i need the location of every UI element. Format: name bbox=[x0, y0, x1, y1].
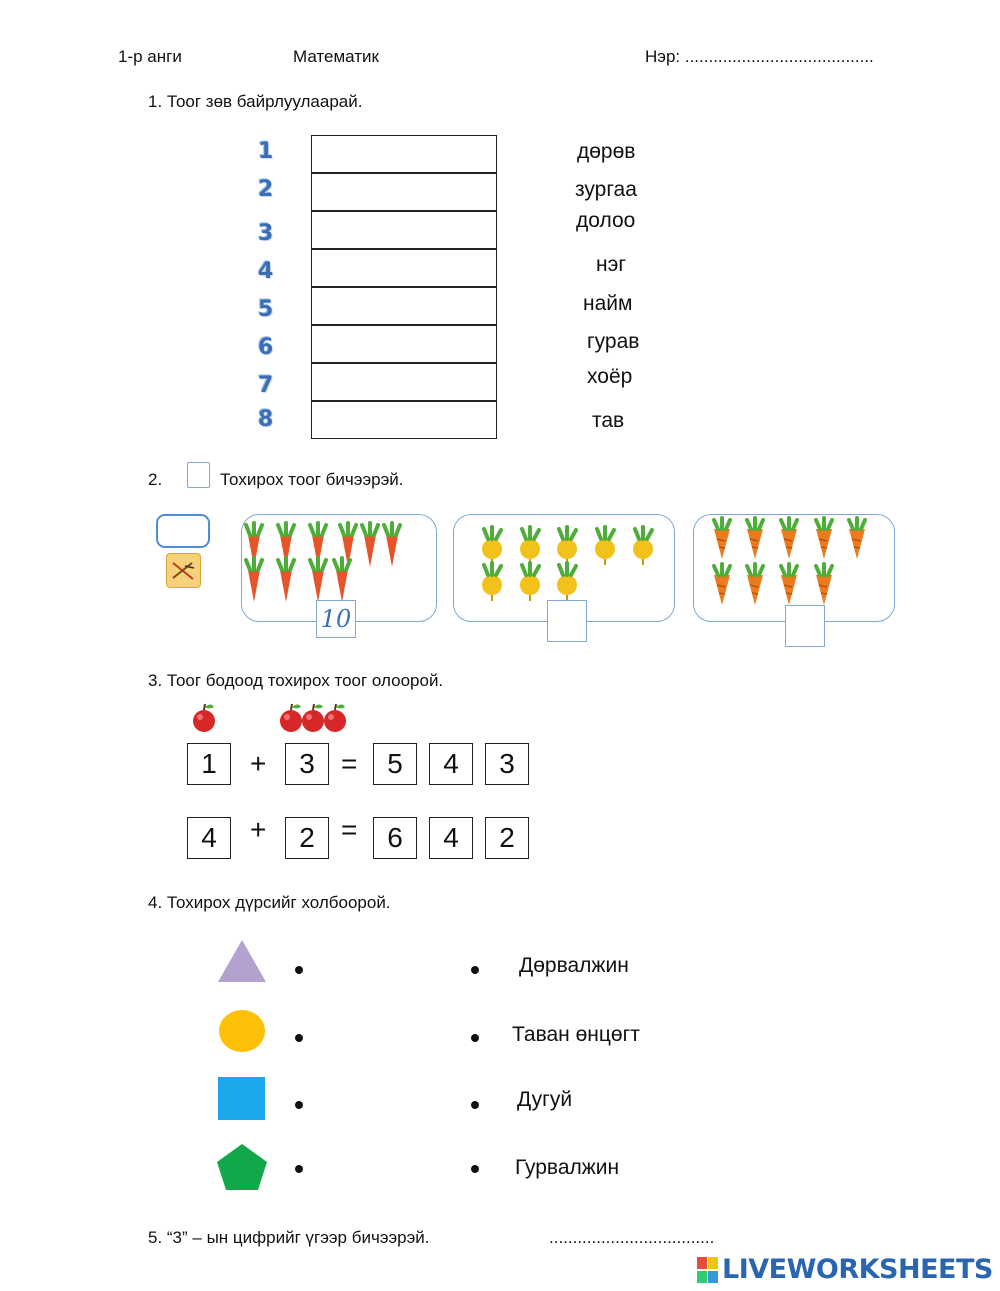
shapes-column bbox=[215, 937, 271, 1197]
name-field-label[interactable]: Нэр: ........................................ bbox=[645, 47, 874, 66]
right-dot-4[interactable] bbox=[471, 1165, 479, 1173]
plus-sign-1: + bbox=[250, 748, 267, 779]
answer-box-3[interactable] bbox=[311, 211, 497, 249]
right-dot-3[interactable] bbox=[471, 1101, 479, 1109]
word-hoyor: хоёр bbox=[587, 365, 633, 388]
apple-icon-1 bbox=[193, 704, 215, 732]
right-dot-1[interactable] bbox=[471, 966, 479, 974]
number-label-3: 3 bbox=[258, 221, 274, 246]
pencil-tool-icon[interactable] bbox=[166, 553, 201, 588]
subject-label: Математик bbox=[293, 47, 379, 66]
word-dorov: дөрөв bbox=[577, 140, 636, 163]
choice-box-2c[interactable]: 2 bbox=[485, 817, 529, 859]
count-answer-1: 10 bbox=[320, 605, 352, 633]
answer-box-2[interactable] bbox=[311, 173, 497, 211]
addend-box-1a: 1 bbox=[187, 743, 231, 785]
plus-sign-2: + bbox=[250, 814, 267, 845]
answer-box-6[interactable] bbox=[311, 325, 497, 363]
left-dot-2[interactable] bbox=[295, 1034, 303, 1042]
answer-box-1[interactable] bbox=[311, 135, 497, 173]
number-label-6: 6 bbox=[258, 335, 274, 360]
choice-box-1a[interactable]: 5 bbox=[373, 743, 417, 785]
word-naim: найм bbox=[583, 292, 633, 315]
count-box-3[interactable] bbox=[785, 605, 825, 647]
question-2-title: Тохирох тоог бичээрэй. bbox=[220, 470, 404, 489]
number-label-2: 2 bbox=[258, 177, 274, 202]
word-tav: тав bbox=[592, 409, 625, 432]
addend-box-2b: 2 bbox=[285, 817, 329, 859]
right-dot-2[interactable] bbox=[471, 1034, 479, 1042]
number-label-7: 7 bbox=[258, 373, 274, 398]
choice-box-2b[interactable]: 4 bbox=[429, 817, 473, 859]
square-icon bbox=[218, 1077, 265, 1120]
pentagon-icon bbox=[217, 1144, 267, 1190]
apple-icon-2 bbox=[280, 704, 302, 732]
answer-blank-5[interactable]: ................................... bbox=[549, 1228, 715, 1247]
answer-box-5[interactable] bbox=[311, 287, 497, 325]
left-dot-3[interactable] bbox=[295, 1101, 303, 1109]
choice-box-2a[interactable]: 6 bbox=[373, 817, 417, 859]
triangle-icon bbox=[218, 940, 266, 982]
apples-group bbox=[188, 703, 358, 737]
word-gurav: гурав bbox=[587, 330, 640, 353]
number-label-8: 8 bbox=[258, 407, 274, 432]
question-2-number: 2. bbox=[148, 470, 163, 489]
liveworksheets-logo-icon bbox=[697, 1257, 719, 1284]
number-label-5: 5 bbox=[258, 297, 274, 322]
choice-box-1b[interactable]: 4 bbox=[429, 743, 473, 785]
shape-word-dugui: Дугуй bbox=[517, 1088, 573, 1111]
word-doloo: долоо bbox=[576, 209, 636, 232]
apple-icon-3 bbox=[302, 704, 324, 732]
choice-box-1c[interactable]: 3 bbox=[485, 743, 529, 785]
shape-word-gurvaljin: Гурвалжин bbox=[515, 1156, 620, 1179]
number-label-4: 4 bbox=[258, 259, 274, 284]
question-4-title: 4. Тохирох дүрсийг холбоорой. bbox=[148, 893, 391, 912]
addend-box-2a: 4 bbox=[187, 817, 231, 859]
word-neg: нэг bbox=[596, 253, 626, 276]
question-1-title: 1. Тоог зөв байрлуулаарай. bbox=[148, 92, 363, 111]
square-icon-small bbox=[187, 462, 210, 488]
left-dot-1[interactable] bbox=[295, 966, 303, 974]
liveworksheets-logo[interactable]: LIVEWORKSHEETS bbox=[722, 1254, 993, 1285]
pencil-icon bbox=[167, 554, 200, 587]
apple-icon-4 bbox=[324, 704, 346, 732]
left-dot-4[interactable] bbox=[295, 1165, 303, 1173]
count-box-1[interactable] bbox=[316, 600, 356, 638]
input-tool-icon[interactable] bbox=[156, 514, 210, 548]
answer-box-8[interactable] bbox=[311, 401, 497, 439]
grade-label: 1-р анги bbox=[118, 47, 182, 66]
equals-sign-1: = bbox=[341, 748, 358, 779]
shape-word-dorvaljin: Дөрвалжин bbox=[519, 954, 629, 977]
circle-icon bbox=[219, 1010, 265, 1052]
word-zurgaa: зургаа bbox=[575, 178, 637, 201]
addend-box-1b: 3 bbox=[285, 743, 329, 785]
question-3-title: 3. Тоог бодоод тохирох тоог олоорой. bbox=[148, 671, 444, 690]
question-5-title: 5. “3” – ын цифрийг үгээр бичээрэй. bbox=[148, 1228, 430, 1247]
answer-box-4[interactable] bbox=[311, 249, 497, 287]
answer-box-7[interactable] bbox=[311, 363, 497, 401]
shape-word-tavan-ontsogt: Таван өнцөгт bbox=[512, 1023, 640, 1046]
number-label-1: 1 bbox=[258, 139, 274, 164]
equals-sign-2: = bbox=[341, 814, 358, 845]
count-box-2[interactable] bbox=[547, 600, 587, 642]
